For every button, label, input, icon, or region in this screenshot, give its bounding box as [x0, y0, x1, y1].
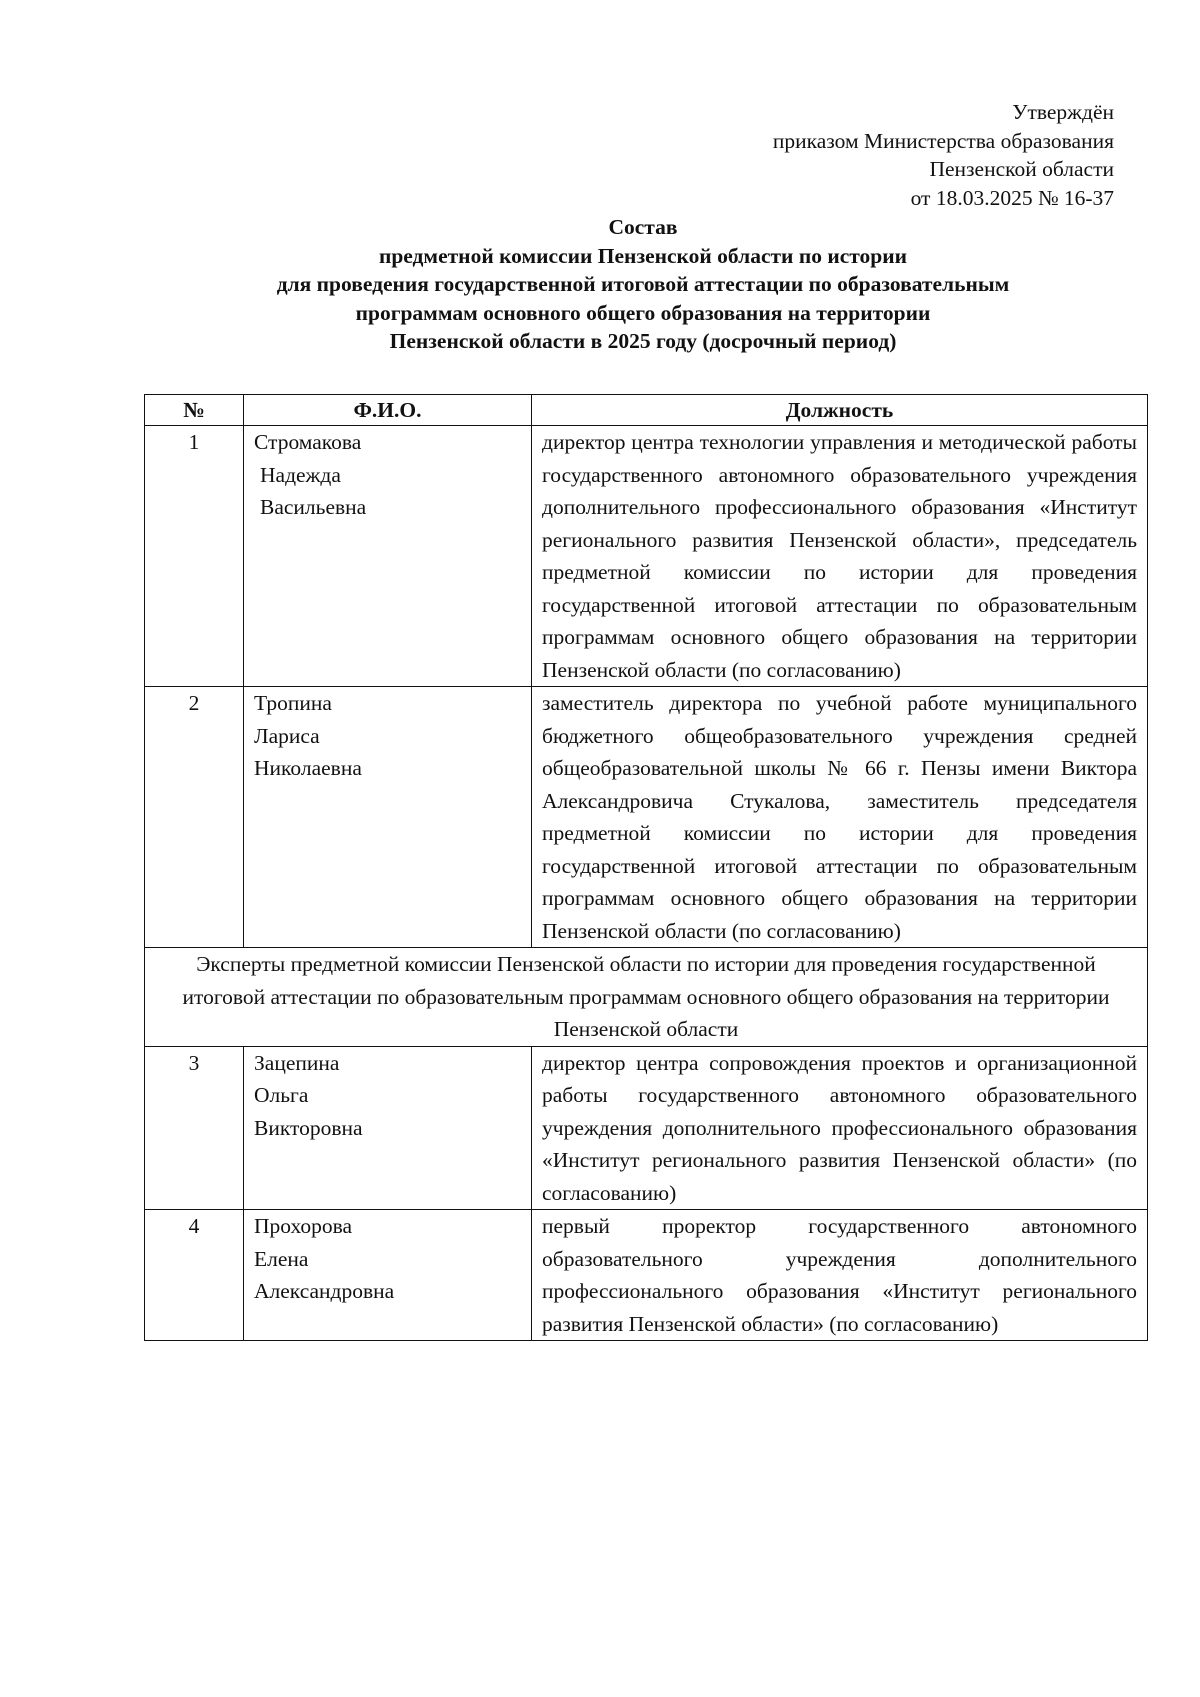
member-patronymic: Николаевна [254, 756, 362, 780]
document-title [140, 213, 1146, 356]
row-number: 4 [145, 1210, 244, 1341]
title-line-5: Пензенской области в 2025 году (досрочный период) [389, 329, 897, 353]
approval-line-order: приказом Министерства образования [772, 128, 1114, 153]
row-number: 2 [145, 687, 244, 948]
member-patronymic: Викторовна [254, 1115, 363, 1140]
member-position: директор центра технологии управления и методической работы государственного автономного образовательного учреждения дополнительного профессионального образования «Институт регионального развития Пензенской области», председатель предметной комиссии по истории для проведения государственной итоговой аттестации по образовательным программам основного общего образования на территории Пензенской области (по согласованию) [532, 426, 1148, 687]
title-line-2: предметной комиссии Пензенской области по истории [378, 243, 908, 268]
member-first-name: Елена [254, 1246, 309, 1271]
header-position: Должность [532, 395, 1148, 426]
member-name [244, 1046, 532, 1210]
header-number: № [145, 395, 244, 426]
row-number: 3 [145, 1046, 244, 1210]
experts-section-heading: Эксперты предметной комиссии Пензенской области по истории для проведения государственной итоговой аттестации по образовательным программам основного общего образования на территории Пензенской области [145, 948, 1148, 1047]
member-patronymic: Александровна [254, 1279, 395, 1303]
table-row [145, 1210, 1148, 1341]
title-line-3: для проведения государственной итоговой аттестации по образовательным [276, 272, 1010, 296]
experts-section-row [145, 948, 1148, 1047]
table-header-row [145, 395, 1148, 426]
table-row [145, 1046, 1148, 1210]
member-name [244, 426, 532, 687]
member-surname: Зацепина [254, 1050, 340, 1075]
member-first-name: Лариса [254, 723, 320, 748]
member-patronymic: Васильевна [260, 495, 367, 519]
member-position: заместитель директора по учебной работе муниципального бюджетного общеобразовательного учреждения средней общеобразовательной школы № 66 г. Пензы имени Виктора Александровича Стукалова, заместитель председателя предметной комиссии по истории для проведения государственной итоговой аттестации по образовательным программам основного общего образования на территории Пензенской области (по согласованию) [532, 687, 1148, 948]
commission-table [144, 394, 1148, 1341]
row-number: 1 [145, 426, 244, 687]
header-full-name: Ф.И.О. [244, 395, 532, 426]
member-surname: Прохорова [254, 1214, 353, 1238]
table-row [145, 687, 1148, 948]
table-row [145, 426, 1148, 687]
member-name [244, 1210, 532, 1341]
title-line-1: Состав [608, 215, 678, 239]
member-surname: Тропина [254, 691, 332, 715]
approval-line-region: Пензенской области [929, 157, 1114, 181]
approval-stamp [594, 98, 1114, 212]
member-first-name: Ольга [254, 1083, 309, 1107]
title-line-4: программам основного общего образования на территории [355, 300, 931, 325]
member-name [244, 687, 532, 948]
approval-line-approved: Утверждён [1012, 100, 1114, 124]
member-position: директор центра сопровождения проектов и организационной работы государственного автономного образовательного учреждения дополнительного профессионального образования «Институт регионального развития Пензенской области» (по согласованию) [532, 1046, 1148, 1210]
member-first-name: Надежда [260, 462, 341, 487]
member-surname: Стромакова [254, 430, 362, 454]
member-position: первый проректор государственного автономного образовательного учреждения дополнительного профессионального образования «Институт регионального развития Пензенской области» (по согласованию) [532, 1210, 1148, 1341]
approval-line-date-number: от 18.03.2025 № 16-37 [910, 185, 1114, 210]
